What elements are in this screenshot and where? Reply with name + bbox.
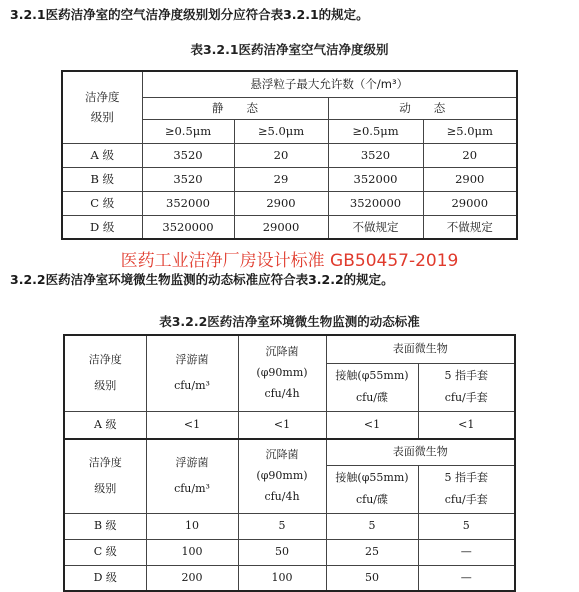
surface-header: 表面微生物	[326, 335, 515, 363]
static-header: 静 态	[142, 97, 328, 119]
plankton-header: 浮游菌 cfu/m³	[146, 335, 238, 411]
value-cell: 3520	[142, 167, 234, 191]
table-row	[64, 539, 515, 565]
grade-cell: D 级	[62, 215, 142, 239]
value-cell: 3520000	[328, 191, 423, 215]
standard-title-overlay: 医药工业洁净厂房设计标准 GB50457-2019	[120, 251, 459, 271]
grade-cell: A 级	[64, 411, 146, 439]
section-3-2-1-intro: 3.2.1医药洁净室的空气洁净度级别划分应符合表3.2.1的规定。	[10, 7, 369, 22]
grade-cell: C 级	[62, 191, 142, 215]
size-header-static-05: ≥0.5μm	[142, 119, 234, 143]
value-cell: 50	[326, 565, 418, 591]
glove-header-repeat: 5 指手套 cfu/手套	[418, 465, 515, 513]
table-3-2-2	[63, 334, 516, 592]
section-3-2-2-intro: 3.2.2医药洁净室环境微生物监测的动态标准应符合表3.2.2的规定。	[10, 272, 394, 287]
value-cell: 2900	[234, 191, 328, 215]
grade-header: 洁净度 级别	[64, 335, 146, 411]
value-cell: <1	[238, 411, 326, 439]
value-cell: 5	[238, 513, 326, 539]
value-cell: 不做规定	[328, 215, 423, 239]
value-cell: —	[418, 539, 515, 565]
dynamic-header: 动 态	[328, 97, 517, 119]
size-header-dynamic-05: ≥0.5μm	[328, 119, 423, 143]
value-cell: 5	[326, 513, 418, 539]
value-cell: 5	[418, 513, 515, 539]
value-cell: 100	[238, 565, 326, 591]
value-cell: 10	[146, 513, 238, 539]
table-row	[62, 215, 517, 239]
grade-cell: B 级	[64, 513, 146, 539]
value-cell: <1	[418, 411, 515, 439]
glove-header: 5 指手套 cfu/手套	[418, 363, 515, 411]
grade-cell: D 级	[64, 565, 146, 591]
table-3-2-1-caption: 表3.2.1医药洁净室空气洁净度级别	[190, 42, 389, 57]
value-cell: 352000	[142, 191, 234, 215]
value-cell: 2900	[423, 167, 517, 191]
grade-cell: C 级	[64, 539, 146, 565]
value-cell: 200	[146, 565, 238, 591]
value-cell: 25	[326, 539, 418, 565]
settle-header-repeat: 沉降菌 (φ90mm) cfu/4h	[238, 439, 326, 513]
table-row	[64, 513, 515, 539]
value-cell: —	[418, 565, 515, 591]
table-3-2-1	[61, 70, 518, 240]
table-row	[62, 191, 517, 215]
value-cell: 20	[234, 143, 328, 167]
value-cell: 不做规定	[423, 215, 517, 239]
contact-header: 接触(φ55mm) cfu/碟	[326, 363, 418, 411]
table-row	[64, 411, 515, 439]
contact-header-repeat: 接触(φ55mm) cfu/碟	[326, 465, 418, 513]
value-cell: 3520000	[142, 215, 234, 239]
value-cell: 100	[146, 539, 238, 565]
value-cell: 29000	[234, 215, 328, 239]
value-cell: 20	[423, 143, 517, 167]
table-row	[62, 167, 517, 191]
value-cell: 29000	[423, 191, 517, 215]
table-row	[62, 143, 517, 167]
value-cell: 3520	[328, 143, 423, 167]
size-header-static-50: ≥5.0μm	[234, 119, 328, 143]
table-3-2-2-caption: 表3.2.2医药洁净室环境微生物监测的动态标准	[159, 314, 420, 329]
value-cell: 29	[234, 167, 328, 191]
settle-header: 沉降菌 (φ90mm) cfu/4h	[238, 335, 326, 411]
grade-header-repeat: 洁净度 级别	[64, 439, 146, 513]
value-cell: <1	[326, 411, 418, 439]
grade-cell: A 级	[62, 143, 142, 167]
surface-header-repeat: 表面微生物	[326, 439, 515, 465]
table-row	[64, 565, 515, 591]
value-cell: 50	[238, 539, 326, 565]
value-cell: 3520	[142, 143, 234, 167]
plankton-header-repeat: 浮游菌 cfu/m³	[146, 439, 238, 513]
grade-cell: B 级	[62, 167, 142, 191]
size-header-dynamic-50: ≥5.0μm	[423, 119, 517, 143]
max-particles-header: 悬浮粒子最大允许数（个/m³）	[142, 71, 517, 97]
value-cell: <1	[146, 411, 238, 439]
grade-header: 洁净度 级别	[62, 71, 142, 143]
value-cell: 352000	[328, 167, 423, 191]
